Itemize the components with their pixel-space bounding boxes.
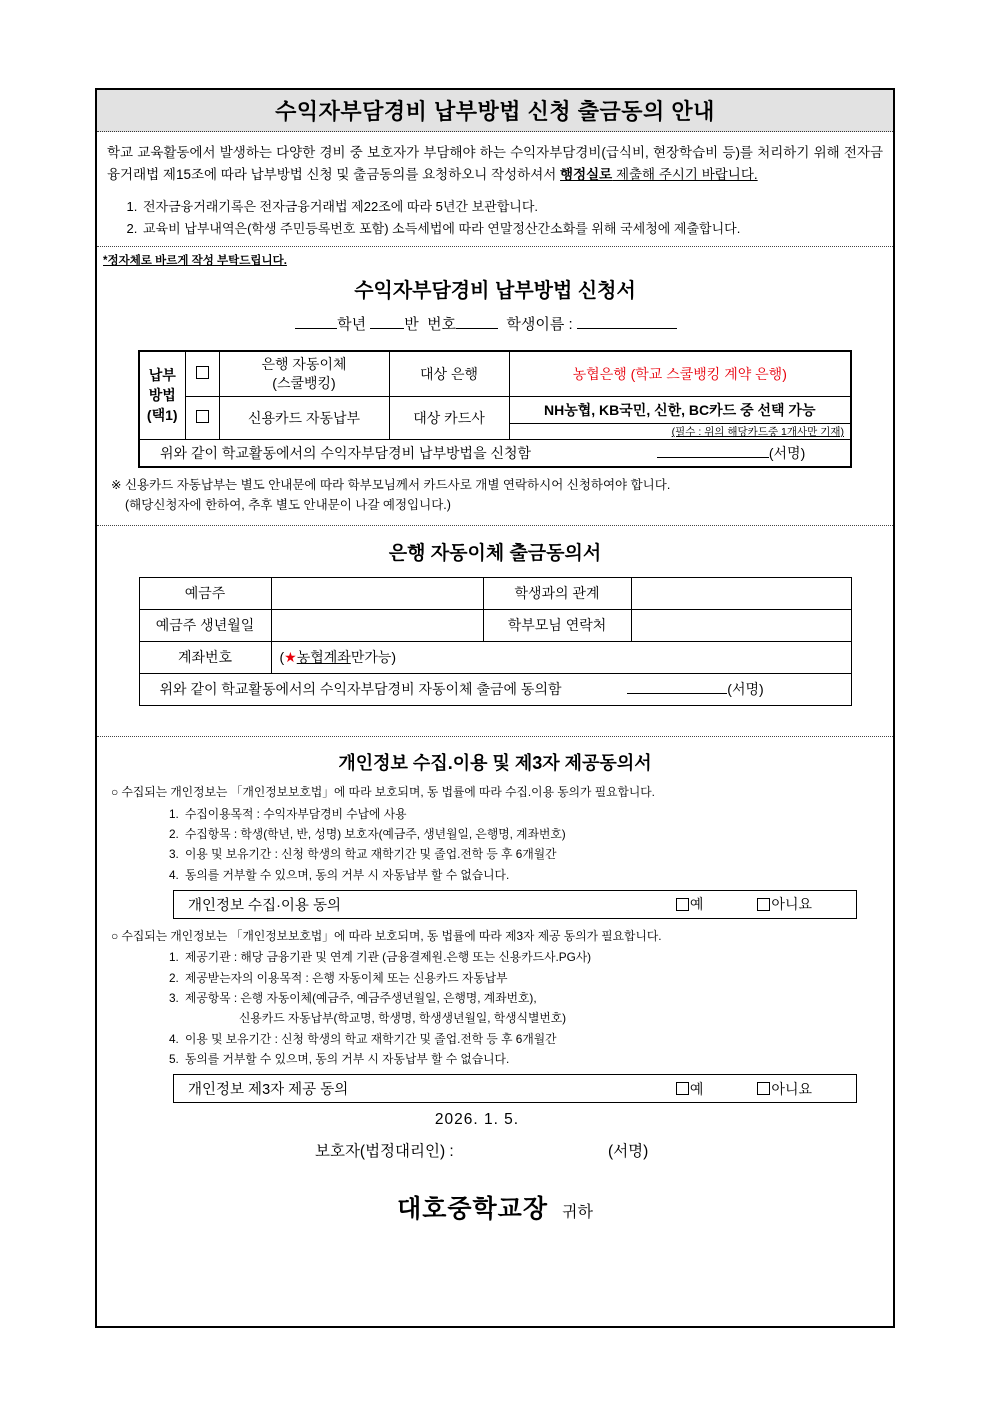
checkbox-icon[interactable]: [757, 1082, 770, 1095]
table-row: [139, 351, 851, 396]
privacy-item-subtext: 신용카드 자동납부(학교명, 학생명, 학생생년월일, 학생식별번호): [239, 1011, 567, 1026]
application-consent-row: [139, 440, 851, 468]
bank-transfer-sublabel: (스쿨뱅킹): [272, 375, 336, 392]
checkbox-icon[interactable]: [196, 410, 209, 423]
method-header-cell: [139, 351, 185, 439]
application-section-title: 수익자부담경비 납부방법 신청서: [354, 280, 636, 303]
privacy-heading-2-text: 수집되는 개인정보는 「개인정보보호법」에 따라 보호되며, 동 법률에 따라 제3자 제공 동의가 필요합니다.: [121, 928, 662, 943]
divider: [97, 525, 893, 526]
privacy-item-text: 동의를 거부할 수 있으며, 동의 거부 시 자동납부 할 수 없습니다.: [185, 867, 510, 882]
intro-paragraph: [97, 132, 893, 190]
legal-notes-list: [97, 196, 893, 241]
consent-collection-yes[interactable]: [676, 894, 704, 914]
credit-card-checkbox-cell[interactable]: [185, 397, 219, 440]
method-header-line3: (택1): [146, 406, 178, 423]
table-row: [139, 397, 851, 440]
target-bank-value: 농협은행 (학교 스쿨뱅킹 계약 은행): [509, 351, 851, 396]
target-card-note: (필수 : 위의 해당카드중 1개사만 기재): [671, 426, 844, 439]
consent-collection-label: 개인정보 수집·이용 동의: [188, 897, 341, 914]
circle-bullet-icon: ○: [111, 784, 119, 799]
class-blank[interactable]: [370, 328, 404, 329]
bank-consent-text: 위와 같이 학교활동에서의 수익자부담경비 자동이체 출금에 동의함: [159, 681, 562, 698]
option-yes-label: 예: [689, 896, 704, 913]
table-row: [139, 673, 851, 705]
student-name-label: 학생이름 :: [506, 316, 573, 334]
privacy-items-1: [111, 804, 879, 885]
parent-contact-label: 학부모님 연락처: [483, 609, 631, 641]
number-blank[interactable]: [456, 328, 498, 329]
application-consent-text: 위와 같이 학교활동에서의 수익자부담경비 납부방법을 신청함: [160, 445, 532, 462]
birthdate-label: 예금주 생년월일: [139, 609, 271, 641]
privacy-item-text: 제공항목 : 은행 자동이체(예금주, 예금주생년월일, 은행명, 계좌번호),: [185, 991, 537, 1006]
document-page: [95, 88, 895, 1328]
target-card-label: 대상 카드사: [389, 397, 509, 440]
application-signature-label: (서명): [768, 445, 806, 462]
intro-emphasis: 행정실로: [560, 166, 613, 182]
class-label: 반: [404, 316, 419, 334]
handwriting-note: [97, 247, 893, 268]
parent-contact-input[interactable]: [631, 609, 851, 641]
option-yes-label: 예: [689, 1080, 704, 1097]
privacy-item-text: 제공받는자의 이용목적 : 은행 자동이체 또는 신용카드 자동납부: [185, 970, 508, 985]
bank-consent-section-title: 은행 자동이체 출금동의서: [388, 542, 602, 564]
table-row: [139, 609, 851, 641]
guardian-label: 보호자(법정대리인) :: [315, 1143, 454, 1161]
list-item: 5. 동의를 거부할 수 있으며, 동의 거부 시 자동납부 할 수 없습니다.: [169, 1051, 510, 1066]
consent-collection-options: [676, 894, 856, 914]
privacy-block-thirdparty: [97, 927, 893, 1103]
checkbox-icon[interactable]: [757, 898, 770, 911]
bank-consent-row: [139, 673, 851, 705]
privacy-block-collection: [97, 783, 893, 919]
bank-transfer-checkbox-cell[interactable]: [185, 351, 219, 396]
method-header-line2: 방법: [148, 386, 176, 403]
consent-thirdparty-no[interactable]: [757, 1079, 812, 1099]
list-item: 1. 제공기관 : 해당 금융기관 및 연계 기관 (금융결제원.은행 또는 신용카드사.PG사): [169, 950, 592, 965]
circle-bullet-icon: ○: [111, 928, 119, 943]
privacy-item-text: 수집항목 : 학생(학년, 반, 성명) 보호자(예금주, 생년월일, 은행명, 계좌번호): [185, 826, 566, 841]
bank-signature-label: (서명): [727, 681, 764, 698]
grade-label: 학년: [337, 316, 367, 334]
account-number-input[interactable]: [271, 641, 851, 673]
legal-note-item: 2. 교육비 납부내역은(학생 주민등록번호 포함) 소득세법에 따라 연말정산간소화를 위해 국세청에 제출합니다.: [141, 218, 893, 240]
privacy-item-text: 이용 및 보유기간 : 신청 학생의 학교 재학기간 및 졸업.전학 등 후 6개월간: [185, 847, 557, 862]
consent-collection-box: [173, 890, 857, 919]
checkbox-icon[interactable]: [676, 1082, 689, 1095]
account-number-label: 계좌번호: [139, 641, 271, 673]
document-date: 2026. 1. 5.: [434, 1111, 520, 1129]
list-item: 4. 이용 및 보유기간 : 신청 학생의 학교 재학기간 및 졸업.전학 등 후 6개월간: [169, 1031, 557, 1046]
list-item: 2. 제공받는자의 이용목적 : 은행 자동이체 또는 신용카드 자동납부: [169, 970, 508, 985]
account-holder-label: 예금주: [139, 577, 271, 609]
school-line: [97, 1189, 893, 1225]
bank-consent-table: [139, 577, 852, 706]
consent-collection-no[interactable]: [757, 894, 812, 914]
target-bank-label: 대상 은행: [389, 351, 509, 396]
grade-blank[interactable]: [295, 328, 337, 329]
list-item: 4. 동의를 거부할 수 있으며, 동의 거부 시 자동납부 할 수 없습니다.: [169, 867, 510, 882]
honorific-label: 귀하: [561, 1204, 593, 1222]
table-row: [139, 440, 851, 468]
relationship-input[interactable]: [631, 577, 851, 609]
account-holder-input[interactable]: [271, 577, 483, 609]
target-card-value-cell: [509, 397, 851, 440]
bank-transfer-option: [219, 351, 389, 396]
legal-note-item: 1. 전자금융거래기록은 전자금융거래법 제22조에 따라 5년간 보관합니다.: [141, 196, 893, 218]
consent-thirdparty-box: [173, 1074, 857, 1103]
birthdate-input[interactable]: [271, 609, 483, 641]
page-title: 수익자부담경비 납부방법 신청 출금동의 안내: [97, 90, 893, 132]
credit-card-warning: [97, 468, 893, 519]
number-label: 번호: [427, 316, 457, 334]
table-row: [139, 641, 851, 673]
star-icon: ★: [284, 649, 297, 666]
privacy-heading-1-text: 수집되는 개인정보는 「개인정보보호법」에 따라 보호되며, 동 법률에 따라 수집.이용 동의가 필요합니다.: [121, 784, 655, 799]
checkbox-icon[interactable]: [196, 366, 209, 379]
warning-line2: (해당신청자에 한하여, 추후 별도 안내문이 나갈 예정입니다.): [125, 497, 451, 512]
intro-text-part1: 학교 교육활동에서 발생하는 다양한 경비 중 보호자가 부담해야 하는 수익자부담경비(급식비, 현장학습비 등)를 처리하기 위해 전자금융거래법 제15조에 따라 납부방법 신청 및 출금동의를 요청하오니 작성하셔서: [107, 145, 883, 182]
divider: [97, 736, 893, 737]
target-card-value: NH농협, KB국민, 신한, BC카드 중 선택 가능: [510, 397, 851, 424]
guardian-signature-label: (서명): [608, 1143, 649, 1161]
handwriting-note-text: *정자체로 바르게 작성 부탁드립니다.: [103, 255, 287, 268]
privacy-heading-1: [111, 783, 879, 802]
account-note-open: (: [279, 649, 285, 666]
table-row: [139, 577, 851, 609]
warning-line1: ※ 신용카드 자동납부는 별도 안내문에 따라 학부모님께서 카드사로 개별 연락하시어 신청하여야 합니다.: [111, 478, 671, 493]
intro-text-part2: 제출해 주시기 바랍니다.: [612, 166, 758, 182]
bank-signature-blank[interactable]: [627, 693, 727, 694]
privacy-items-2: [111, 947, 879, 1069]
list-item: 3. 이용 및 보유기간 : 신청 학생의 학교 재학기간 및 졸업.전학 등 후 6개월간: [169, 847, 557, 862]
privacy-section-title: 개인정보 수집.이용 및 제3자 제공동의서: [338, 752, 652, 773]
consent-thirdparty-options: [676, 1079, 856, 1099]
option-no-label: 아니요: [771, 1080, 812, 1097]
credit-card-label: 신용카드 자동납부: [219, 397, 389, 440]
list-item: 3. 제공항목 : 은행 자동이체(예금주, 예금주생년월일, 은행명, 계좌번호), 신용카드 자동납부(학교명, 학생명, 학생생년월일, 학생식별번호): [169, 988, 879, 1029]
application-signature-blank[interactable]: [657, 457, 769, 458]
method-header-line1: 납부: [148, 367, 176, 384]
consent-thirdparty-yes[interactable]: [676, 1079, 704, 1099]
student-info-line: [97, 313, 893, 334]
account-note-rest: 만가능): [350, 649, 397, 666]
school-name: 대호중학교장: [397, 1195, 548, 1224]
consent-thirdparty-label: 개인정보 제3자 제공 동의: [188, 1082, 349, 1099]
privacy-item-text: 동의를 거부할 수 있으며, 동의 거부 시 자동납부 할 수 없습니다.: [185, 1051, 510, 1066]
relationship-label: 학생과의 관계: [483, 577, 631, 609]
checkbox-icon[interactable]: [676, 898, 689, 911]
privacy-item-text: 수집이용목적 : 수익자부담경비 수납에 사용: [185, 806, 407, 821]
bank-transfer-label: 은행 자동이체: [261, 356, 347, 373]
guardian-signature-line: [97, 1139, 893, 1161]
option-no-label: 아니요: [771, 896, 812, 913]
account-note-underline: 농협계좌: [296, 649, 351, 666]
privacy-item-text: 제공기관 : 해당 금융기관 및 연계 기관 (금융결제원.은행 또는 신용카드사.PG사): [185, 950, 592, 965]
privacy-item-text: 이용 및 보유기간 : 신청 학생의 학교 재학기간 및 졸업.전학 등 후 6개월간: [185, 1031, 557, 1046]
privacy-heading-2: [111, 927, 879, 946]
list-item: 1. 수집이용목적 : 수익자부담경비 수납에 사용: [169, 806, 407, 821]
list-item: 2. 수집항목 : 학생(학년, 반, 성명) 보호자(예금주, 생년월일, 은행명, 계좌번호): [169, 826, 566, 841]
student-name-blank[interactable]: [577, 328, 677, 329]
payment-method-table: [138, 350, 852, 468]
